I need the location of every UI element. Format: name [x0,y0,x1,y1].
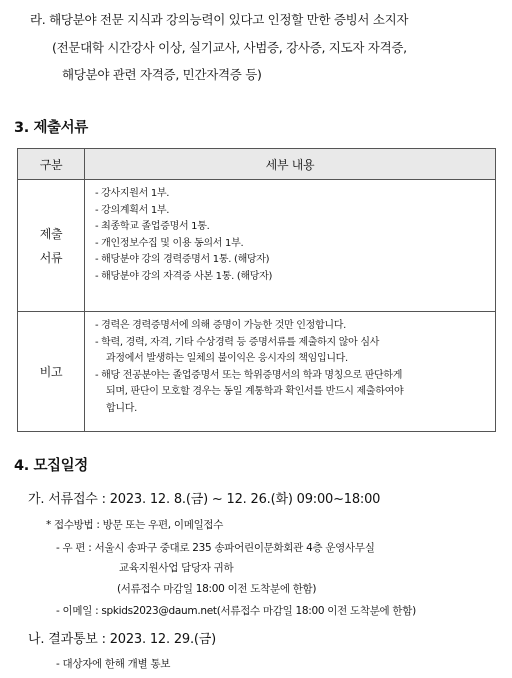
list-item: - 학력, 경력, 자격, 기타 수상경력 등 증명서류를 제출하지 않아 심사 [95,336,380,348]
row-label-remarks: 비고 [18,312,85,432]
list-item: - 경력은 경력증명서에 의해 증명이 가능한 것만 인정합니다. [95,320,346,331]
list-item-continued: 과정에서 발생하는 일체의 불이익은 응시자의 책임입니다. [106,353,348,364]
email-line: - 이메일 : spkids2023@daum.net(서류접수 마감일 18:00 이전 도착분에 한함) [56,605,416,617]
row-label-documents-a: 제출 [39,226,63,241]
list-item: - 해당분야 강의 자격증 사본 1통. (해당자) [95,270,273,282]
section-3-heading: 3. 제출서류 [14,120,88,136]
list-item: - 최종학교 졸업증명서 1통. [95,221,210,232]
header-category: 구분 [18,149,85,180]
row-label-documents [18,180,85,312]
documents-table [17,148,496,432]
list-item: - 강사지원서 1부. [95,188,170,199]
intro-line-1: 라. 해당분야 전문 지식과 강의능력이 있다고 인정할 만한 증빙서 소지자 [30,12,409,27]
table-header-row [18,149,496,180]
intro-line-2: (전문대학 시간강사 이상, 실기교사, 사범증, 강사증, 지도자 자격증, [52,40,407,55]
list-item: - 개인정보수집 및 이용 동의서 1부. [95,237,244,249]
header-details: 세부 내용 [85,149,496,180]
list-item: - 해당 전공분야는 졸업증명서 또는 학위증명서의 학과 명칭으로 판단하게 [95,369,403,381]
section-4-heading: 4. 모집일정 [14,458,88,474]
remarks-list [85,312,496,432]
schedule-result: 나. 결과통보 : 2023. 12. 29.(금) [28,632,217,647]
mail-address-line-2: 교육지원사업 담당자 귀하 [119,562,234,574]
result-note: - 대상자에 한해 개별 통보 [56,658,171,670]
application-method: * 접수방법 : 방문 또는 우편, 이메일접수 [46,519,224,531]
documents-list [85,180,496,312]
table-row-documents [18,180,496,312]
list-item: - 강의계획서 1부. [95,204,170,216]
list-item: - 해당분야 강의 경력증명서 1통. (해당자) [95,254,270,265]
mail-address-line-1: - 우 편 : 서울시 송파구 중대로 235 송파어린이문화회관 4층 운영사무실 [56,542,375,554]
schedule-application: 가. 서류접수 : 2023. 12. 8.(금) ~ 12. 26.(화) 09:00~18:00 [28,492,381,507]
table-row-remarks [18,312,496,432]
mail-address-line-3: (서류접수 마감일 18:00 이전 도착분에 한함) [117,583,317,595]
intro-line-3: 해당분야 관련 자격증, 민간자격증 등) [62,67,262,82]
list-item-continued: 합니다. [106,402,137,414]
list-item-continued: 되며, 판단이 모호할 경우는 동일 계통학과 확인서를 반드시 제출하여야 [106,386,404,397]
row-label-documents-b: 서류 [39,250,63,265]
